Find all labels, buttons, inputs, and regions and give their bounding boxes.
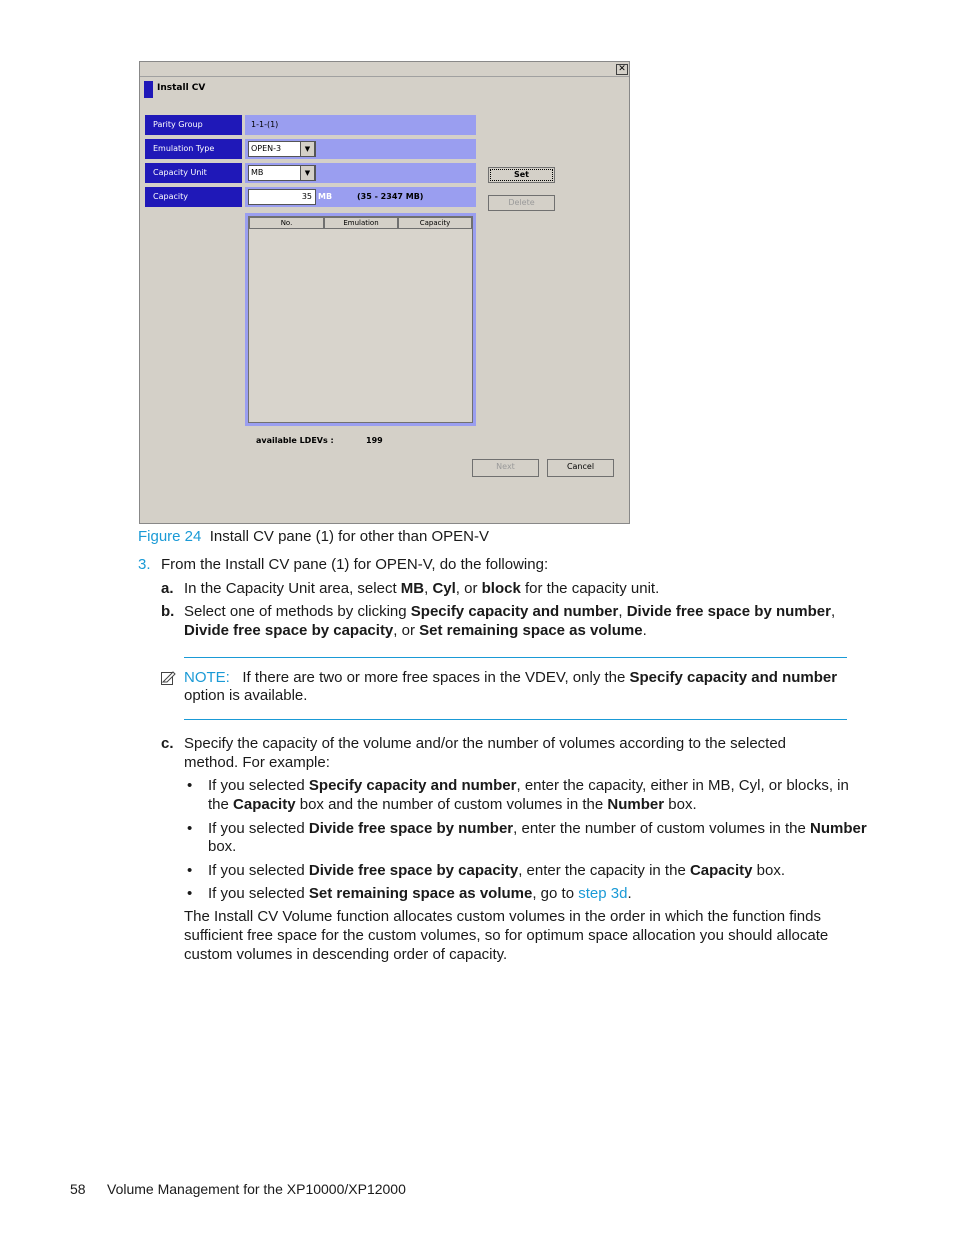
bullet-2-line2: box. (208, 838, 237, 855)
substep-a-marker: a. (161, 580, 174, 597)
step-number: 3. (138, 556, 151, 573)
bullet-3-text: If you selected Divide free space by capacity, enter the capacity in the Capacity box. (208, 862, 786, 879)
bullet-4-marker: • (187, 885, 193, 902)
paragraph-line3: custom volumes in descending order of capacity. (184, 946, 508, 963)
parity-group-value: 1-1-(1) (245, 115, 476, 135)
delete-button[interactable]: Delete (488, 195, 555, 211)
chevron-down-icon[interactable]: ▼ (300, 141, 315, 157)
bullet-1-line1: If you selected Specify capacity and number, enter the capacity, either in MB, Cyl, or blocks, in (208, 777, 849, 794)
title-divider (140, 76, 629, 77)
note-line1: NOTE: If there are two or more free spaces in the VDEV, only the Specify capacity and number (184, 669, 838, 686)
substep-b-line1: Select one of methods by clicking Specify capacity and number, Divide free space by number, (184, 603, 836, 620)
capacity-input[interactable]: 35 (248, 189, 316, 205)
capacity-unit-select[interactable]: MB (248, 165, 316, 181)
bullet-1-line2: the Capacity box and the number of custom volumes in the Number box. (208, 796, 697, 813)
footer-title: Volume Management for the XP10000/XP12000 (107, 1181, 406, 1197)
note-bottom-rule (184, 719, 847, 720)
substep-b-line2: Divide free space by capacity, or Set remaining space as volume. (184, 622, 647, 639)
note-icon (160, 669, 177, 686)
page-number: 58 (70, 1181, 86, 1197)
note-label: NOTE: (184, 669, 230, 686)
bullet-4-text: If you selected Set remaining space as volume, go to step 3d. (208, 885, 632, 902)
paragraph-line2: sufficient free space for the custom volumes, so for optimum space allocation you should allocate (184, 927, 829, 944)
paragraph-line1: The Install CV Volume function allocates custom volumes in the order in which the function finds (184, 908, 821, 925)
parity-group-label: Parity Group (145, 115, 242, 135)
substep-c-line2: method. For example: (184, 754, 330, 771)
step-intro: From the Install CV pane (1) for OPEN-V, do the following: (161, 556, 549, 573)
substep-c-line1: Specify the capacity of the volume and/or the number of volumes according to the selected (184, 735, 787, 752)
bullet-3-marker: • (187, 862, 193, 879)
install-cv-window (139, 61, 630, 524)
capacity-row (245, 187, 476, 207)
substep-c-marker: c. (161, 735, 174, 752)
capacity-range: (35 - 2347 MB) (357, 192, 424, 201)
table-header-emulation[interactable]: Emulation (324, 217, 398, 229)
cancel-button[interactable]: Cancel (547, 459, 614, 477)
capacity-unit-label: Capacity Unit (145, 163, 242, 183)
table-header-capacity[interactable]: Capacity (398, 217, 472, 229)
substep-a-text: In the Capacity Unit area, select MB, Cyl, or block for the capacity unit. (184, 580, 660, 597)
capacity-unit-row (245, 163, 476, 183)
available-ldevs-label: available LDEVs : (256, 436, 334, 445)
emulation-type-select[interactable]: OPEN-3 (248, 141, 316, 157)
figure-caption (138, 527, 489, 546)
figure-number: Figure 24 (138, 528, 202, 545)
bullet-2-marker: • (187, 820, 193, 837)
emulation-type-row (245, 139, 476, 159)
substep-b-marker: b. (161, 603, 175, 620)
cv-table-body[interactable] (248, 216, 473, 423)
bullet-2-line1: If you selected Divide free space by number, enter the number of custom volumes in the Number (208, 820, 867, 837)
capacity-unit-text: MB (318, 192, 333, 201)
set-button[interactable]: Set (488, 167, 555, 183)
available-ldevs-value: 199 (366, 436, 383, 445)
note-top-rule (184, 657, 847, 658)
table-header-no[interactable]: No. (249, 217, 324, 229)
pane-title: Install CV (157, 83, 206, 93)
next-button[interactable]: Next (472, 459, 539, 477)
cv-table (245, 213, 476, 426)
note-line2: option is available. (184, 687, 308, 704)
capacity-label: Capacity (145, 187, 242, 207)
bullet-1-marker: • (187, 777, 193, 794)
title-marker (144, 81, 153, 98)
close-icon[interactable]: ✕ (616, 64, 628, 75)
emulation-type-label: Emulation Type (145, 139, 242, 159)
chevron-down-icon[interactable]: ▼ (300, 165, 315, 181)
step-3d-link[interactable]: step 3d (578, 885, 628, 902)
figure-title: Install CV pane (1) for other than OPEN-V (209, 528, 490, 545)
